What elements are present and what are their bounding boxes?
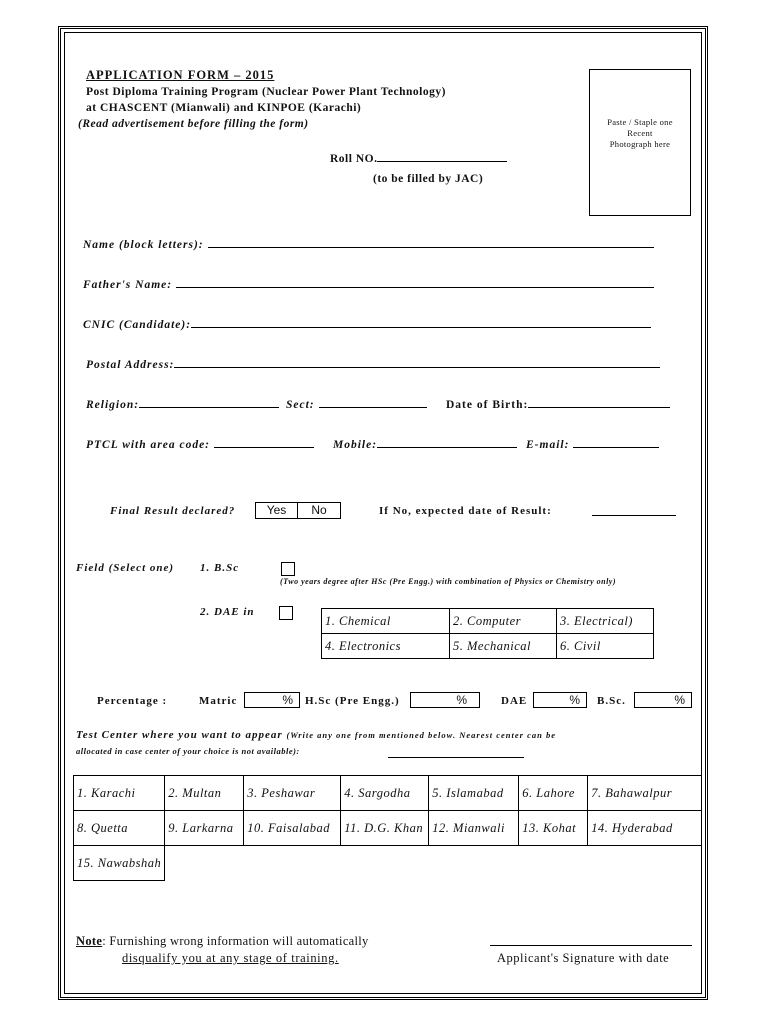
photo-text-3: Photograph here xyxy=(609,139,671,149)
roll-no-line[interactable] xyxy=(377,152,507,162)
mobile-line[interactable] xyxy=(377,438,517,448)
center-peshawar[interactable]: 3. Peshawar xyxy=(244,776,341,811)
result-label: Final Result declared? xyxy=(110,505,236,517)
email-label: E-mail: xyxy=(526,439,570,451)
address-label: Postal Address: xyxy=(86,359,175,371)
dae-option-label: 2. DAE in xyxy=(200,606,255,618)
mobile-label: Mobile: xyxy=(333,439,378,451)
center-nawabshah[interactable]: 15. Nawabshah xyxy=(74,846,165,881)
note-text-1: : Furnishing wrong information will automatically xyxy=(102,934,369,948)
center-faisalabad[interactable]: 10. Faisalabad xyxy=(244,811,341,846)
dae-option-chemical[interactable]: 1. Chemical xyxy=(322,609,450,634)
bsc-note: (Two years degree after HSc (Pre Engg.) with combination of Physics or Chemistry only) xyxy=(280,577,617,586)
center-karachi[interactable]: 1. Karachi xyxy=(74,776,165,811)
dob-label: Date of Birth: xyxy=(446,399,529,411)
matric-percent-box[interactable]: % xyxy=(244,692,300,708)
address-field xyxy=(86,358,660,371)
test-center-table xyxy=(73,775,702,881)
form-title: APPLICATION FORM – 2015 xyxy=(86,68,275,82)
name-line[interactable] xyxy=(208,238,654,248)
test-center-note-2: allocated in case center of your choice is not available): xyxy=(76,746,300,756)
religion-field xyxy=(86,398,279,411)
father-line[interactable] xyxy=(176,278,654,288)
ptcl-label: PTCL with area code: xyxy=(86,439,211,451)
test-center-label: Test Center where you want to appear xyxy=(76,729,283,741)
dae-option-civil[interactable]: 6. Civil xyxy=(557,634,654,659)
no-box[interactable]: No xyxy=(297,502,341,519)
center-bahawalpur[interactable]: 7. Bahawalpur xyxy=(588,776,702,811)
percentage-label: Percentage : xyxy=(97,695,168,707)
bsc-percent-label: B.Sc. xyxy=(597,695,626,707)
photo-box[interactable] xyxy=(589,69,691,216)
instruction-text: (Read advertisement before filling the form) xyxy=(78,118,309,130)
dae-option-computer[interactable]: 2. Computer xyxy=(450,609,557,634)
dae-options-table xyxy=(321,608,654,659)
hsc-percent-box[interactable]: % xyxy=(410,692,480,708)
bsc-percent-box[interactable]: % xyxy=(634,692,692,708)
bsc-checkbox[interactable] xyxy=(281,562,295,576)
name-field xyxy=(83,238,654,251)
ptcl-line[interactable] xyxy=(214,438,314,448)
name-label: Name (block letters): xyxy=(83,239,204,251)
mobile-field xyxy=(333,438,517,451)
father-label: Father's Name: xyxy=(83,279,173,291)
note-text-2: disqualify you at any stage of training. xyxy=(122,951,339,965)
note-label: Note xyxy=(76,934,103,948)
center-quetta[interactable]: 8. Quetta xyxy=(74,811,165,846)
cnic-field xyxy=(83,318,651,331)
bsc-option-label: 1. B.Sc xyxy=(200,562,240,574)
sect-field xyxy=(286,398,427,411)
dae-option-electrical[interactable]: 3. Electrical) xyxy=(557,609,654,634)
matric-label: Matric xyxy=(199,695,238,707)
signature-line[interactable] xyxy=(490,936,692,946)
cnic-line[interactable] xyxy=(191,318,651,328)
sect-label: Sect: xyxy=(286,399,315,411)
cnic-label: CNIC (Candidate): xyxy=(83,319,192,331)
institutes-line: at CHASCENT (Mianwali) and KINPOE (Karachi) xyxy=(86,102,362,114)
address-line[interactable] xyxy=(174,358,660,368)
dob-line[interactable] xyxy=(528,398,670,408)
dae-percent-box[interactable]: % xyxy=(533,692,587,708)
center-kohat[interactable]: 13. Kohat xyxy=(519,811,588,846)
center-lahore[interactable]: 6. Lahore xyxy=(519,776,588,811)
religion-line[interactable] xyxy=(139,398,279,408)
program-line: Post Diploma Training Program (Nuclear Power Plant Technology) xyxy=(86,86,446,98)
dae-option-electronics[interactable]: 4. Electronics xyxy=(322,634,450,659)
center-hyderabad[interactable]: 14. Hyderabad xyxy=(588,811,702,846)
roll-no-label: Roll NO. xyxy=(330,153,378,165)
expected-result-label: If No, expected date of Result: xyxy=(379,505,552,517)
roll-no-note: (to be filled by JAC) xyxy=(373,173,484,185)
photo-text-2: Recent xyxy=(627,128,653,138)
center-dg-khan[interactable]: 11. D.G. Khan xyxy=(341,811,429,846)
sect-line[interactable] xyxy=(319,398,427,408)
dae-checkbox[interactable] xyxy=(279,606,293,620)
hsc-label: H.Sc (Pre Engg.) xyxy=(305,695,400,707)
center-multan[interactable]: 2. Multan xyxy=(165,776,244,811)
center-sargodha[interactable]: 4. Sargodha xyxy=(341,776,429,811)
email-line[interactable] xyxy=(573,438,659,448)
roll-no-field xyxy=(330,152,507,165)
dae-percent-label: DAE xyxy=(501,695,528,707)
ptcl-field xyxy=(86,438,314,451)
photo-text-1: Paste / Staple one xyxy=(607,117,673,127)
test-center-note-1: (Write any one from mentioned below. Nearest center can be xyxy=(286,730,557,740)
center-islamabad[interactable]: 5. Islamabad xyxy=(429,776,519,811)
religion-label: Religion: xyxy=(86,399,140,411)
dae-option-mechanical[interactable]: 5. Mechanical xyxy=(450,634,557,659)
yes-box[interactable]: Yes xyxy=(255,502,298,519)
test-center-line-1 xyxy=(76,729,556,741)
test-center-line[interactable] xyxy=(388,748,524,758)
signature-label: Applicant's Signature with date xyxy=(497,951,670,965)
footer-note-line-1 xyxy=(76,934,369,949)
email-field xyxy=(526,438,659,451)
expected-result-line[interactable] xyxy=(592,506,676,516)
father-field xyxy=(83,278,654,291)
center-larkarna[interactable]: 9. Larkarna xyxy=(165,811,244,846)
center-mianwali[interactable]: 12. Mianwali xyxy=(429,811,519,846)
field-select-label: Field (Select one) xyxy=(76,562,175,574)
dob-field xyxy=(446,398,670,411)
